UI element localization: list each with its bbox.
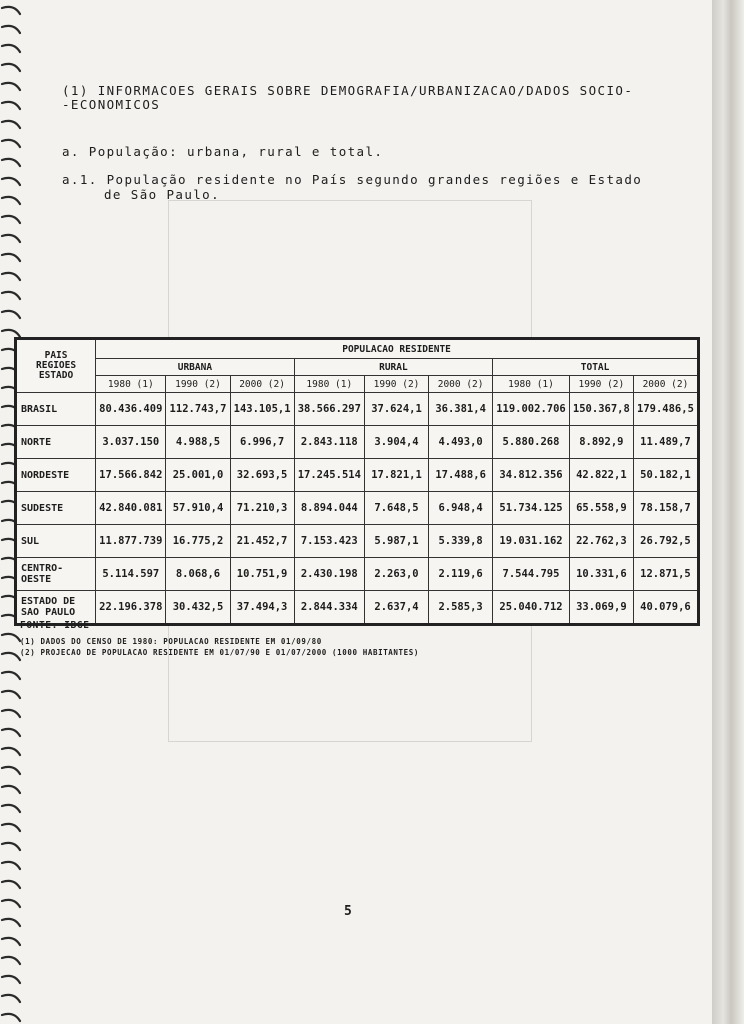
value-cell: 33.069,9 bbox=[569, 591, 633, 625]
spiral-coil bbox=[2, 881, 20, 888]
subgroup-total: TOTAL bbox=[493, 359, 699, 376]
spiral-coil bbox=[2, 102, 20, 109]
spiral-coil bbox=[2, 178, 20, 185]
value-cell: 179.486,5 bbox=[633, 393, 698, 426]
value-cell: 3.904,4 bbox=[364, 426, 428, 459]
spiral-coil bbox=[2, 938, 20, 945]
value-cell: 2.844.334 bbox=[294, 591, 364, 625]
section-a1-line1: a.1. População residente no País segundo grandes regiões e Estado bbox=[62, 172, 643, 187]
value-cell: 10.751,9 bbox=[230, 558, 294, 591]
spiral-coil bbox=[2, 64, 20, 71]
source-line: FONTE: IBGE bbox=[20, 620, 90, 631]
spiral-coil bbox=[2, 197, 20, 204]
value-cell: 51.734.125 bbox=[493, 492, 570, 525]
spiral-coil bbox=[2, 767, 20, 774]
group-header: POPULACAO RESIDENTE bbox=[96, 339, 699, 359]
value-cell: 22.762,3 bbox=[569, 525, 633, 558]
value-cell: 21.452,7 bbox=[230, 525, 294, 558]
value-cell: 50.182,1 bbox=[633, 459, 698, 492]
spiral-coil bbox=[2, 254, 20, 261]
spiral-coil bbox=[2, 216, 20, 223]
value-cell: 38.566.297 bbox=[294, 393, 364, 426]
heading-line1: (1) INFORMACOES GERAIS SOBRE DEMOGRAFIA/URBANIZACAO/DADOS SOCIO- bbox=[62, 83, 634, 98]
region-cell: SUDESTE bbox=[16, 492, 96, 525]
spiral-coil bbox=[2, 159, 20, 166]
value-cell: 5.114.597 bbox=[96, 558, 166, 591]
value-cell: 12.871,5 bbox=[633, 558, 698, 591]
value-cell: 32.693,5 bbox=[230, 459, 294, 492]
region-cell: CENTRO-OESTE bbox=[16, 558, 96, 591]
page-number: 5 bbox=[344, 904, 352, 919]
year-header: 1990 (2) bbox=[166, 376, 230, 393]
year-header: 2000 (2) bbox=[633, 376, 698, 393]
spiral-coil bbox=[2, 634, 20, 641]
value-cell: 4.988,5 bbox=[166, 426, 230, 459]
value-cell: 40.079,6 bbox=[633, 591, 698, 625]
value-cell: 36.381,4 bbox=[429, 393, 493, 426]
value-cell: 5.987,1 bbox=[364, 525, 428, 558]
corner-header bbox=[16, 339, 96, 393]
spiral-coil bbox=[2, 45, 20, 52]
value-cell: 37.494,3 bbox=[230, 591, 294, 625]
value-cell: 16.775,2 bbox=[166, 525, 230, 558]
spiral-coil bbox=[2, 292, 20, 299]
table-row bbox=[16, 426, 699, 459]
spiral-coil bbox=[2, 7, 20, 14]
corner-label-3: ESTADO bbox=[38, 370, 74, 381]
table-row bbox=[16, 459, 699, 492]
spiral-coil bbox=[2, 805, 20, 812]
value-cell: 71.210,3 bbox=[230, 492, 294, 525]
value-cell: 78.158,7 bbox=[633, 492, 698, 525]
value-cell: 8.892,9 bbox=[569, 426, 633, 459]
value-cell: 143.105,1 bbox=[230, 393, 294, 426]
spiral-coil bbox=[2, 140, 20, 147]
region-cell: ESTADO DE SAO PAULO bbox=[16, 591, 96, 625]
table-row bbox=[16, 393, 699, 426]
spiral-coil bbox=[2, 653, 20, 660]
spiral-coil bbox=[2, 83, 20, 90]
spiral-coil bbox=[2, 691, 20, 698]
note-1: (1) DADOS DO CENSO DE 1980: POPULACAO RESIDENTE EM 01/09/80 bbox=[20, 637, 322, 646]
subgroup-rural: RURAL bbox=[294, 359, 493, 376]
spiral-coil bbox=[2, 1014, 20, 1021]
year-header: 2000 (2) bbox=[429, 376, 493, 393]
spiral-coil bbox=[2, 235, 20, 242]
show-through-text bbox=[58, 124, 65, 137]
table-row bbox=[16, 558, 699, 591]
value-cell: 2.637,4 bbox=[364, 591, 428, 625]
table-row bbox=[16, 525, 699, 558]
value-cell: 8.894.044 bbox=[294, 492, 364, 525]
value-cell: 80.436.409 bbox=[96, 393, 166, 426]
value-cell: 8.068,6 bbox=[166, 558, 230, 591]
value-cell: 57.910,4 bbox=[166, 492, 230, 525]
year-header: 1980 (1) bbox=[96, 376, 166, 393]
value-cell: 19.031.162 bbox=[493, 525, 570, 558]
value-cell: 2.263,0 bbox=[364, 558, 428, 591]
year-header: 1980 (1) bbox=[294, 376, 364, 393]
value-cell: 34.812.356 bbox=[493, 459, 570, 492]
value-cell: 17.245.514 bbox=[294, 459, 364, 492]
value-cell: 2.843.118 bbox=[294, 426, 364, 459]
spiral-coil bbox=[2, 786, 20, 793]
value-cell: 25.040.712 bbox=[493, 591, 570, 625]
region-cell: BRASIL bbox=[16, 393, 96, 426]
value-cell: 5.880.268 bbox=[493, 426, 570, 459]
corner-label-1: PAIS bbox=[44, 350, 68, 361]
value-cell: 4.493,0 bbox=[429, 426, 493, 459]
page-stack-edge bbox=[712, 0, 744, 1024]
value-cell: 17.821,1 bbox=[364, 459, 428, 492]
spiral-coil bbox=[2, 273, 20, 280]
spiral-coil bbox=[2, 330, 20, 337]
population-table bbox=[14, 337, 700, 626]
section-a-title: a. População: urbana, rural e total. bbox=[62, 144, 384, 159]
spiral-coil bbox=[2, 995, 20, 1002]
spiral-coil bbox=[2, 862, 20, 869]
year-header: 1990 (2) bbox=[569, 376, 633, 393]
spiral-coil bbox=[2, 26, 20, 33]
year-header: 1980 (1) bbox=[493, 376, 570, 393]
spiral-coil bbox=[2, 710, 20, 717]
value-cell: 150.367,8 bbox=[569, 393, 633, 426]
value-cell: 22.196.378 bbox=[96, 591, 166, 625]
value-cell: 2.585,3 bbox=[429, 591, 493, 625]
value-cell: 17.488,6 bbox=[429, 459, 493, 492]
spiral-coil bbox=[2, 824, 20, 831]
note-2: (2) PROJECAO DE POPULACAO RESIDENTE EM 01/07/90 E 01/07/2000 (1000 HABITANTES) bbox=[20, 648, 419, 657]
year-header: 2000 (2) bbox=[230, 376, 294, 393]
value-cell: 7.153.423 bbox=[294, 525, 364, 558]
value-cell: 7.544.795 bbox=[493, 558, 570, 591]
value-cell: 26.792,5 bbox=[633, 525, 698, 558]
spiral-coil bbox=[2, 729, 20, 736]
spiral-coil bbox=[2, 843, 20, 850]
spiral-coil bbox=[2, 976, 20, 983]
year-header: 1990 (2) bbox=[364, 376, 428, 393]
value-cell: 11.489,7 bbox=[633, 426, 698, 459]
value-cell: 37.624,1 bbox=[364, 393, 428, 426]
spiral-coil bbox=[2, 957, 20, 964]
value-cell: 65.558,9 bbox=[569, 492, 633, 525]
value-cell: 30.432,5 bbox=[166, 591, 230, 625]
spiral-coil bbox=[2, 121, 20, 128]
value-cell: 7.648,5 bbox=[364, 492, 428, 525]
value-cell: 42.822,1 bbox=[569, 459, 633, 492]
spiral-coil bbox=[2, 672, 20, 679]
subgroup-urbana: URBANA bbox=[96, 359, 295, 376]
table-row bbox=[16, 492, 699, 525]
value-cell: 112.743,7 bbox=[166, 393, 230, 426]
value-cell: 6.948,4 bbox=[429, 492, 493, 525]
value-cell: 2.119,6 bbox=[429, 558, 493, 591]
value-cell: 5.339,8 bbox=[429, 525, 493, 558]
heading-line2: -ECONOMICOS bbox=[62, 97, 161, 112]
region-cell: SUL bbox=[16, 525, 96, 558]
value-cell: 3.037.150 bbox=[96, 426, 166, 459]
value-cell: 25.001,0 bbox=[166, 459, 230, 492]
spiral-coil bbox=[2, 900, 20, 907]
region-cell: NORDESTE bbox=[16, 459, 96, 492]
value-cell: 11.877.739 bbox=[96, 525, 166, 558]
spiral-coil bbox=[2, 748, 20, 755]
section-a1-line2: de São Paulo. bbox=[104, 187, 221, 202]
value-cell: 119.002.706 bbox=[493, 393, 570, 426]
value-cell: 10.331,6 bbox=[569, 558, 633, 591]
value-cell: 17.566.842 bbox=[96, 459, 166, 492]
value-cell: 42.840.081 bbox=[96, 492, 166, 525]
spiral-coil bbox=[2, 311, 20, 318]
table-row bbox=[16, 591, 699, 625]
value-cell: 6.996,7 bbox=[230, 426, 294, 459]
region-cell: NORTE bbox=[16, 426, 96, 459]
spiral-coil bbox=[2, 919, 20, 926]
value-cell: 2.430.198 bbox=[294, 558, 364, 591]
corner-label-2: REGIOES bbox=[36, 360, 77, 371]
